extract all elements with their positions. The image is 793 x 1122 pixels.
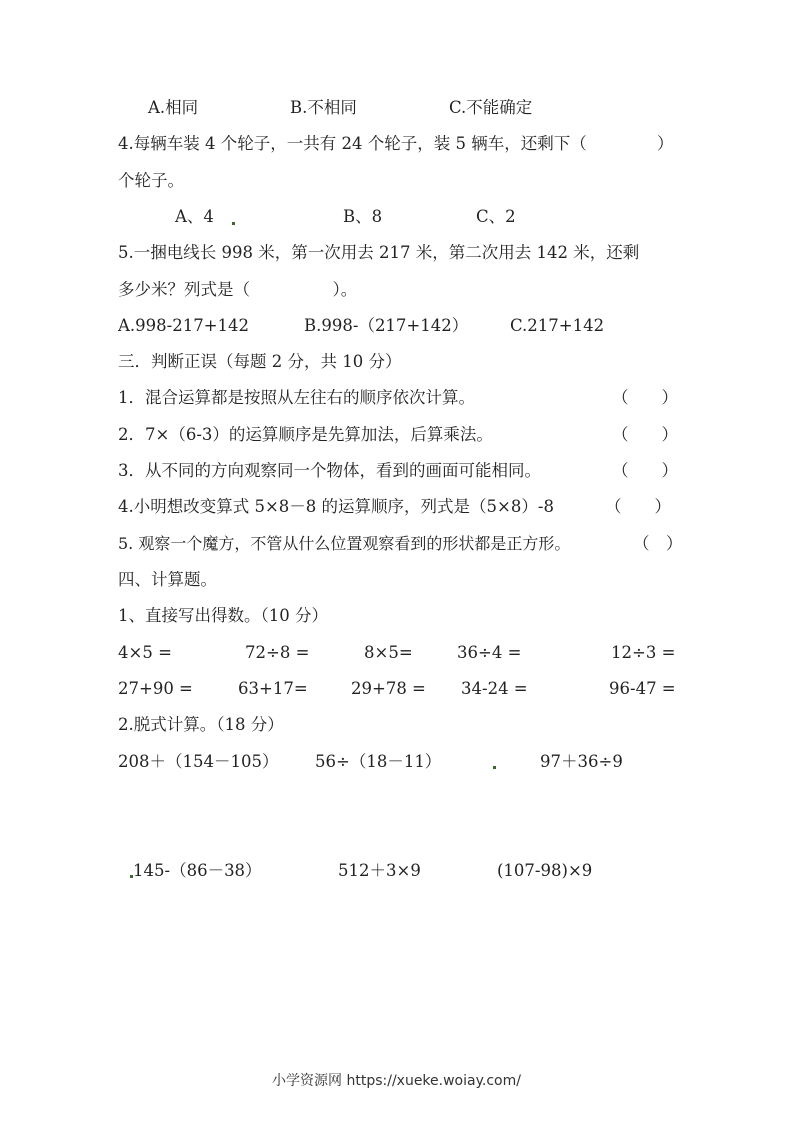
stepwise-item: (107-98)×9 [497,861,593,880]
q3-option-b: B.不相同 [290,98,357,117]
q3-option-a: A.相同 [148,98,199,117]
judge-item-2-paren: （ ） [612,425,678,444]
calc-item: 12÷3 = [611,643,676,662]
section3-title: 三．判断正误（每题 2 分，共 10 分） [118,352,402,371]
stray-mark [493,766,496,769]
calc-item: 27+90 = [118,679,193,698]
q4-option-b: B、8 [343,207,383,226]
judge-item-2: 2．7×（6-3）的运算顺序是先算加法，后算乘法。 [118,425,493,444]
calc-item: 29+78 = [351,679,426,698]
stepwise-item: 512＋3×9 [338,861,421,880]
stepwise-item: 145-（86－38） [133,861,262,880]
calc-part2-title: 2.脱式计算。（18 分） [118,715,284,734]
judge-item-3: 3．从不同的方向观察同一个物体，看到的画面可能相同。 [118,461,541,480]
section4-title: 四、计算题。 [118,570,217,589]
calc-item: 96-47 = [609,679,676,698]
calc-item: 72÷8 = [245,643,310,662]
q5-stem: 5.一捆电线长 998 米，第一次用去 217 米，第二次用去 142 米，还剩 [118,243,640,262]
calc-part1-title: 1、直接写出得数。（10 分） [118,606,328,625]
judge-item-1-paren: （ ） [612,388,678,407]
q4-stem: 4.每辆车装 4 个轮子，一共有 24 个轮子，装 5 辆车，还剩下（ [118,134,587,153]
judge-item-4: 4.小明想改变算式 5×8－8 的运算顺序，列式是（5×8）-8 [118,497,554,516]
q5-continuation: 多少米？列式是（ ）。 [118,280,358,299]
judge-item-3-paren: （ ） [612,461,678,480]
calc-item: 63+17= [238,679,308,698]
stray-mark [232,222,235,225]
judge-item-4-paren: （ ） [605,497,671,516]
q4-continuation: 个轮子。 [118,171,184,190]
q3-option-c: C.不能确定 [449,98,533,117]
stepwise-item: 56÷（18－11） [315,752,442,771]
q4-option-c: C、2 [476,207,516,226]
q4-paren-close: ） [657,134,674,153]
q5-option-c: C.217+142 [510,316,605,335]
q5-option-a: A.998-217+142 [118,316,250,335]
calc-item: 8×5= [364,643,413,662]
q5-option-b: B.998-（217+142） [304,316,469,335]
stepwise-item: 208＋（154－105） [118,752,279,771]
judge-item-1: 1．混合运算都是按照从左往右的顺序依次计算。 [118,388,475,407]
calc-item: 36÷4 = [457,643,522,662]
q4-option-a: A、4 [175,207,214,226]
judge-item-5-paren: （ ） [633,534,683,553]
page-footer: 小学资源网 https://xueke.woiay.com/ [272,1073,521,1089]
calc-item: 34-24 = [461,679,528,698]
stepwise-item: 97＋36÷9 [540,752,623,771]
calc-item: 4×5 = [118,643,172,662]
judge-item-5: 5. 观察一个魔方，不管从什么位置观察看到的形状都是正方形。 [118,534,571,553]
